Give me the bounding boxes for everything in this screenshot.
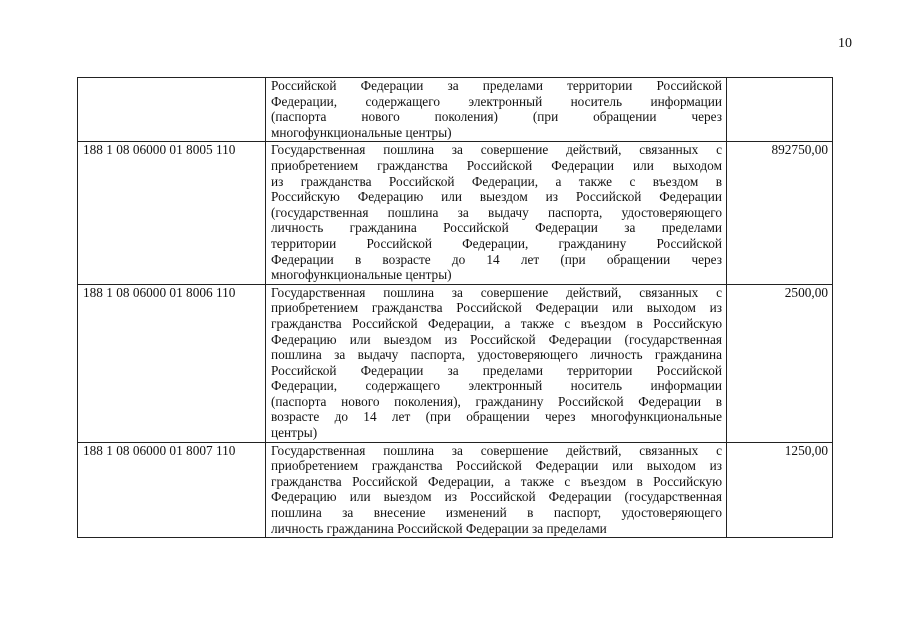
description-line: многофункциональные центры): [271, 267, 452, 283]
code-cell: 188 1 08 06000 01 8005 110: [78, 142, 266, 284]
code-cell: 188 1 08 06000 01 8006 110: [78, 284, 266, 442]
description-line: Федерации, содержащего электронный носитель информации: [271, 93, 722, 109]
description-line: Федерацию или выездом из Российской Федерации (государственная: [271, 331, 722, 347]
description-line: Федерации, содержащего электронный носитель информации: [271, 378, 722, 394]
code-cell: 188 1 08 06000 01 8007 110: [78, 442, 266, 538]
description-cell: [266, 142, 727, 284]
description-line: из гражданства Российской Федерации, а также с въездом в: [271, 173, 722, 189]
description-line: пошлина за выдачу паспорта, удостоверяющего личность гражданина: [271, 347, 722, 363]
description-line: Государственная пошлина за совершение действий, связанных с: [271, 142, 722, 158]
description-line: пошлина за внесение изменений в паспорт, удостоверяющего: [271, 505, 722, 521]
table-row: [78, 142, 833, 284]
amount-cell: 2500,00: [727, 284, 833, 442]
description-line: центры): [271, 425, 318, 441]
description-line: Государственная пошлина за совершение действий, связанных с: [271, 284, 722, 300]
table-row: [78, 284, 833, 442]
description-line: Российской Федерации за пределами территории Российской: [271, 362, 722, 378]
amount-cell: [727, 78, 833, 142]
description-line: территории Российской Федерации, гражданину Российской: [271, 235, 722, 251]
description-line: (государственная пошлина за выдачу паспорта, удостоверяющего: [271, 204, 722, 220]
description-line: Федерации в возрасте до 14 лет (при обращении через: [271, 251, 722, 267]
budget-codes-table: [77, 77, 833, 538]
amount-cell: 892750,00: [727, 142, 833, 284]
description-line: возрасте до 14 лет (при обращении через многофункциональные: [271, 409, 722, 425]
page-number: 10: [838, 36, 852, 51]
description-line: гражданства Российской Федерации, а также с въездом в Российскую: [271, 315, 722, 331]
description-line: Российскую Федерацию или выездом из Российской Федерации: [271, 189, 722, 205]
description-line: Федерацию или выездом из Российской Федерации (государственная: [271, 489, 722, 505]
description-line: приобретением гражданства Российской Федерации или выходом: [271, 157, 722, 173]
description-line: приобретением гражданства Российской Федерации или выходом из: [271, 300, 722, 316]
description-line: Российской Федерации за пределами территории Российской: [271, 78, 722, 93]
description-cell: [266, 284, 727, 442]
description-line: личность гражданина Российской Федерации за пределами: [271, 520, 607, 536]
description-cell: [266, 442, 727, 538]
code-cell: [78, 78, 266, 142]
description-line: гражданства Российской Федерации, а также с въездом в Российскую: [271, 473, 722, 489]
description-line: (паспорта нового поколения), гражданину Российской Федерации в: [271, 393, 722, 409]
description-line: Государственная пошлина за совершение действий, связанных с: [271, 442, 722, 458]
description-line: личность гражданина Российской Федерации за пределами: [271, 220, 722, 236]
table-row: [78, 442, 833, 538]
table-body: [78, 78, 833, 538]
description-line: многофункциональные центры): [271, 124, 452, 140]
description-line: (паспорта нового поколения) (при обращении через: [271, 109, 722, 125]
table-row: [78, 78, 833, 142]
description-cell: [266, 78, 727, 142]
description-line: приобретением гражданства Российской Федерации или выходом из: [271, 458, 722, 474]
amount-cell: 1250,00: [727, 442, 833, 538]
